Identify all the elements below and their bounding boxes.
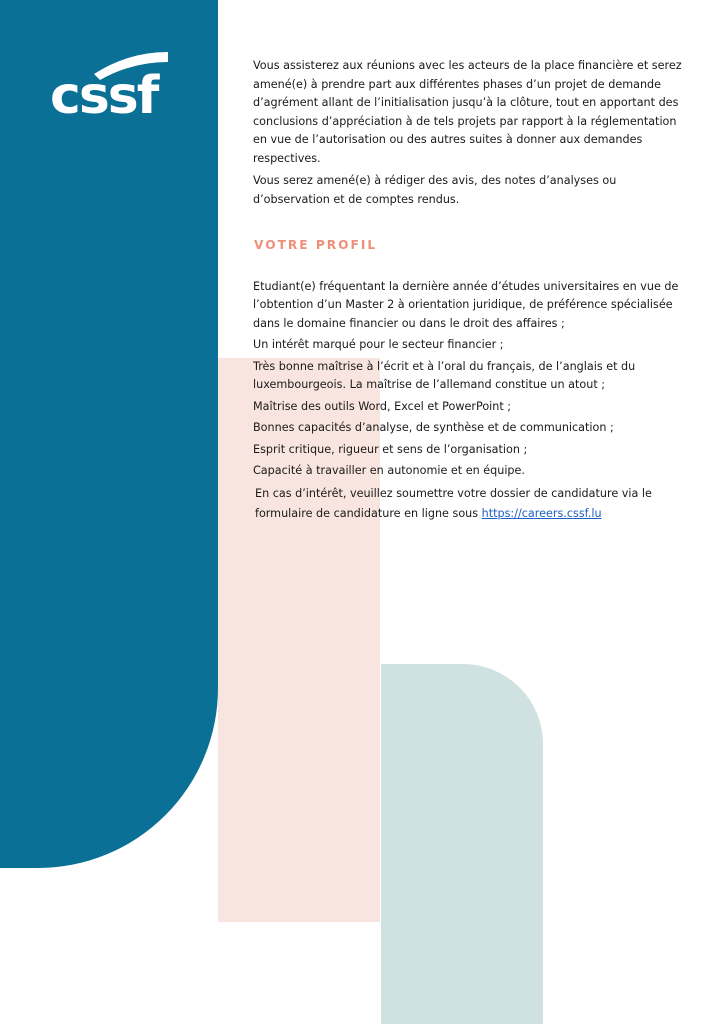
profile-list — [253, 278, 693, 481]
contact-paragraph — [253, 484, 693, 524]
blue-decorative-panel — [0, 0, 218, 868]
profile-item: Etudiant(e) fréquentant la dernière année d’études universitaires en vue de l’obtention d’un Master 2 à orientation juridique, de préférence spécialisée dans le domaine financier ou dans le droit des affaires ; — [253, 279, 679, 330]
contact-text: En cas d’intérêt, veuillez soumettre votre dossier de candidature via le formulaire de candidature en ligne sous — [255, 486, 652, 520]
teal-decorative-panel — [381, 664, 543, 1024]
profile-item: Esprit critique, rigueur et sens de l’organisation ; — [253, 442, 528, 456]
intro-paragraph: Vous serez amené(e) à rédiger des avis, des notes d’analyses ou d’observation et de comptes rendus. — [253, 174, 617, 206]
profile-item: Très bonne maîtrise à l’écrit et à l’oral du français, de l’anglais et du luxembourgeois. La maîtrise de l’allemand constitue un atout ; — [253, 359, 636, 391]
intro-paragraph: Vous assisterez aux réunions avec les acteurs de la place financière et serez amené(e) à prendre part aux différentes phases d’un projet de demande d’agrément allant de l’initialisation jusqu’à la clôture, tout en apportant des conclusions d’appréciation à de tels projets par rapport à la réglementation en vue de l’autorisation ou des autres suites à donner aux demandes respectives. — [253, 59, 682, 165]
logo-text: cssf — [50, 66, 158, 126]
profile-item: Bonnes capacités d’analyse, de synthèse et de communication ; — [253, 421, 614, 434]
profile-item: Maîtrise des outils Word, Excel et PowerPoint ; — [253, 399, 512, 413]
main-content — [253, 57, 693, 528]
profile-section-title: VOTRE PROFIL — [254, 238, 378, 252]
cssf-logo — [48, 48, 178, 128]
profile-item: Un intérêt marqué pour le secteur financier ; — [253, 338, 504, 351]
careers-link[interactable]: https://careers.cssf.lu — [481, 506, 602, 520]
profile-item: Capacité à travailler en autonomie et en équipe. — [253, 464, 525, 477]
